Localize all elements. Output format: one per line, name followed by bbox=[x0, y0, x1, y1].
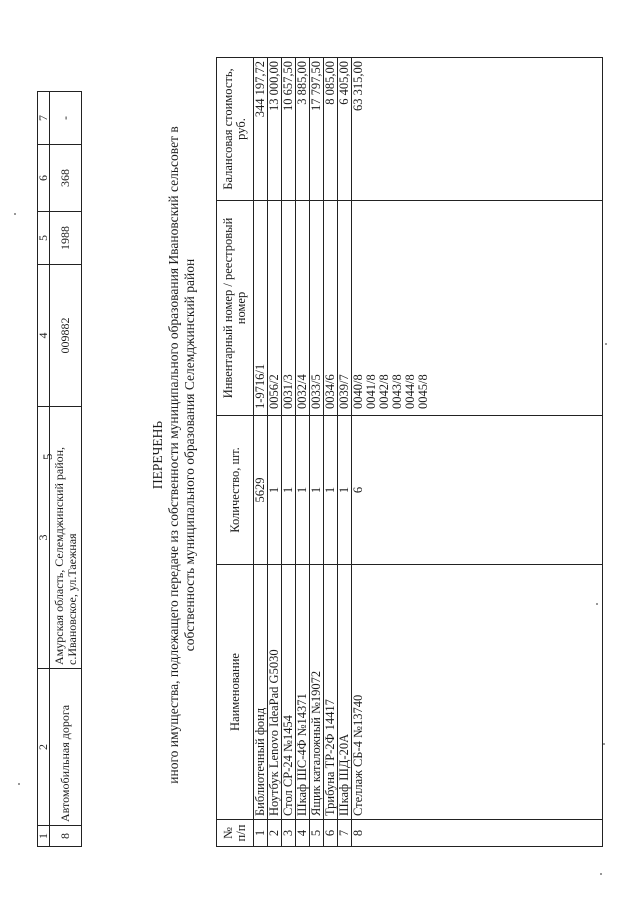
inventory-number: 0031/3 bbox=[281, 374, 295, 409]
table-row bbox=[254, 58, 268, 847]
scan-speck bbox=[18, 783, 20, 785]
row-number: 5 bbox=[310, 820, 324, 847]
row-number: 4 bbox=[296, 820, 310, 847]
scan-speck bbox=[14, 213, 16, 215]
balance-value: 344 197,72 bbox=[254, 58, 268, 201]
inventory-numbers bbox=[338, 201, 352, 416]
item-quantity: 1 bbox=[338, 416, 352, 565]
table-body bbox=[254, 58, 603, 847]
inventory-number: 0034/6 bbox=[323, 374, 337, 409]
table1-header-cell: 7 bbox=[38, 92, 50, 145]
scan-speck bbox=[603, 743, 605, 745]
previous-table-fragment bbox=[37, 91, 82, 847]
header-num: № п/п bbox=[217, 820, 254, 847]
row-number: 7 bbox=[338, 820, 352, 847]
address-line: с.Ивановское, ул.Таежная bbox=[64, 533, 79, 665]
item-name: Ноутбук Lenovo IdeaPad G5030 bbox=[268, 565, 282, 820]
item-name: Шкаф ШС-4Ф №14371 bbox=[296, 565, 310, 820]
scan-speck bbox=[596, 603, 598, 605]
item-quantity: 5629 bbox=[254, 416, 268, 565]
balance-value: 17 797,50 bbox=[310, 58, 324, 201]
table-row bbox=[50, 92, 82, 847]
row-number: 3 bbox=[282, 820, 296, 847]
item-name: Трибуна ТР-2Ф 14417 bbox=[324, 565, 338, 820]
table-row bbox=[338, 58, 352, 847]
value: - bbox=[50, 92, 82, 145]
inventory-number: 0056/2 bbox=[267, 374, 281, 409]
address-line: Амурская область, Селемджинский район, bbox=[51, 446, 66, 665]
table-row bbox=[324, 58, 338, 847]
page-number: 5 bbox=[40, 453, 55, 460]
title-heading: ПЕРЕЧЕНЬ bbox=[150, 420, 165, 490]
table1-header-cell: 5 bbox=[38, 212, 50, 265]
header-value: Балансовая стоимость, руб. bbox=[217, 58, 254, 201]
row-number: 8 bbox=[50, 826, 82, 847]
inventory-number: 0040/8 bbox=[351, 374, 365, 409]
scan-speck bbox=[605, 343, 607, 345]
inventory-number: 0043/8 bbox=[390, 374, 404, 409]
inventory-number: 0033/5 bbox=[309, 374, 323, 409]
inventory-numbers bbox=[296, 201, 310, 416]
item-name: Стол СР-24 №1454 bbox=[282, 565, 296, 820]
table1-header-cell: 3 bbox=[38, 407, 50, 669]
balance-value: 63 315,00 bbox=[352, 58, 603, 201]
balance-value: 3 885,00 bbox=[296, 58, 310, 201]
table1-header-cell: 6 bbox=[38, 145, 50, 212]
table-row bbox=[352, 58, 603, 847]
item-quantity: 1 bbox=[296, 416, 310, 565]
title-line: собственность муниципального образования Селемджинский район bbox=[182, 258, 197, 652]
year: 1988 bbox=[50, 212, 82, 265]
inventory-numbers bbox=[352, 201, 603, 416]
item-name: Библиотечный фонд bbox=[254, 565, 268, 820]
item-quantity: 1 bbox=[324, 416, 338, 565]
table-row bbox=[310, 58, 324, 847]
item-quantity: 1 bbox=[310, 416, 324, 565]
property-list-table bbox=[216, 57, 603, 847]
row-number: 6 bbox=[324, 820, 338, 847]
item-name: Стеллаж СБ-4 №13740 bbox=[352, 565, 603, 820]
header-inv: Инвентарный номер / реестровый номер bbox=[217, 201, 254, 416]
header-qty: Количество, шт. bbox=[217, 416, 254, 565]
inventory-number: 0039/7 bbox=[337, 374, 351, 409]
inventory-number: 0044/8 bbox=[403, 374, 417, 409]
title-line: иного имущества, подлежащего передаче из собственности муниципального образования Ивановский сельсовет в bbox=[166, 126, 181, 784]
balance-value: 13 000,00 bbox=[268, 58, 282, 201]
document-title bbox=[150, 125, 198, 785]
inventory-number: 1-9716/1 bbox=[253, 363, 267, 409]
object-address bbox=[50, 407, 82, 669]
table-row bbox=[296, 58, 310, 847]
row-number: 8 bbox=[352, 820, 603, 847]
row-number: 1 bbox=[254, 820, 268, 847]
inventory-number: 0042/8 bbox=[377, 374, 391, 409]
inventory-numbers bbox=[268, 201, 282, 416]
inventory-number: 0032/4 bbox=[295, 374, 309, 409]
table-row bbox=[282, 58, 296, 847]
item-name: Ящик каталожный №19072 bbox=[310, 565, 324, 820]
item-quantity: 1 bbox=[282, 416, 296, 565]
inventory-numbers bbox=[324, 201, 338, 416]
balance-value: 10 657,50 bbox=[282, 58, 296, 201]
table-header-row bbox=[217, 58, 254, 847]
inventory-number: 0041/8 bbox=[364, 374, 378, 409]
table-row bbox=[268, 58, 282, 847]
row-number: 2 bbox=[268, 820, 282, 847]
table1-header-cell: 2 bbox=[38, 669, 50, 826]
item-name: Шкаф ШД-20А bbox=[338, 565, 352, 820]
scan-speck bbox=[600, 873, 602, 875]
inventory-numbers bbox=[254, 201, 268, 416]
length: 368 bbox=[50, 145, 82, 212]
inventory-numbers bbox=[282, 201, 296, 416]
item-quantity: 6 bbox=[352, 416, 603, 565]
balance-value: 8 085,00 bbox=[324, 58, 338, 201]
table1-header-cell: 1 bbox=[38, 826, 50, 847]
object-name: Автомобильная дорога bbox=[50, 669, 82, 826]
balance-value: 6 405,00 bbox=[338, 58, 352, 201]
inventory-number: 0045/8 bbox=[416, 374, 430, 409]
table1-header-cell: 4 bbox=[38, 265, 50, 407]
inventory-numbers bbox=[310, 201, 324, 416]
table1-header-row bbox=[38, 92, 50, 847]
header-name: Наименование bbox=[217, 565, 254, 820]
inventory-number: 009882 bbox=[50, 265, 82, 407]
item-quantity: 1 bbox=[268, 416, 282, 565]
